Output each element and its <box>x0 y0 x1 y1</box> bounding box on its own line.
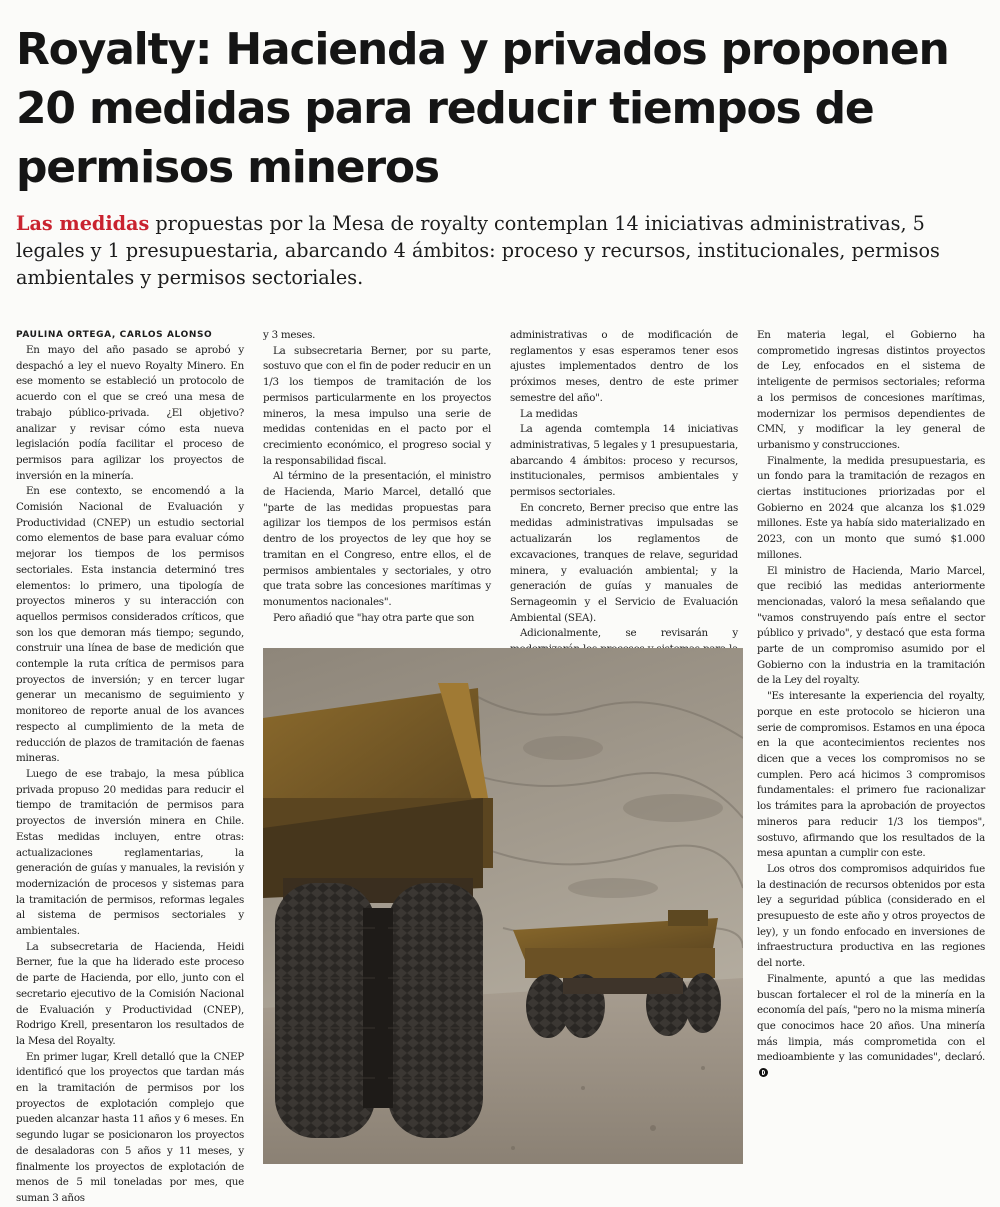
paragraph: El ministro de Hacienda, Mario Marcel, que recibió las medidas anteriormente mencionadas, valoró la mesa señalando que "vamos construyendo país entre el sector público y privado", y destacó que esta forma parte de un compromiso asumido por el Gobierno con la industria en la tramitación de la Ley del royalty. <box>757 564 985 687</box>
mining-haul-trucks-photo <box>263 648 743 1164</box>
end-of-article-icon <box>759 1068 768 1077</box>
paragraph: "Es interesante la experiencia del royalty, porque en este protocolo se hicieron una serie de compromisos. Estamos en una época en la que acontecimientos recientes nos dicen que a veces los compromisos no se cumplen. Pero acá hicimos 3 compromisos fundamentales: el primero fue racionalizar los trámites para la aprobación de proyectos mineros para reducir 1/3 los tiempos", sostuvo, afirmando que los resultados de la mesa apuntan a cumplir con este. <box>757 690 985 860</box>
article-column-2 <box>263 328 491 626</box>
headline: Royalty: Hacienda y privados proponen 20 medidas para reducir tiempos de permisos mineros <box>16 24 949 193</box>
paragraph: Finalmente, la medida presupuestaria, es un fondo para la tramitación de rezagos en ciertas instituciones priorizadas por el Gobierno en 2024 que alcanza los $1.029 millones. Este ya había sido materializado en 2023, con un monto que sumó $1.000 millones. <box>757 454 985 561</box>
paragraph: En concreto, Berner preciso que entre las medidas administrativas impulsadas se actualizarán los reglamentos de excavaciones, tranques de relave, seguridad minera, y evaluación ambiental; y la generación de guías y manuales de Sernageomin y el Servicio de Evaluación Ambiental (SEA). <box>510 501 738 624</box>
paragraph: La subsecretaria de Hacienda, Heidi Berner, fue la que ha liderado este proceso de parte de Hacienda, por ello, junto con el secretario ejecutivo de la Comisión Nacional de Evaluación y Productividad (CNEP), Rodrigo Krell, presentaron los resultados de la Mesa del Royalty. <box>16 940 244 1047</box>
closing-paragraph-text: Finalmente, apuntó a que las medidas buscan fortalecer el rol de la minería en la economía del país, "pero no la misma minería que conocimos hace 20 años. Una minería más limpia, más comprometida con el medioambiente y las comunidades", declaró. <box>757 972 985 1064</box>
article-column-1 <box>16 328 244 1207</box>
paragraph: En primer lugar, Krell detalló que la CNEP identificó que los proyectos que tardan más en la tramitación de permisos por los proyectos de explotación complejo que pueden alcanzar hasta 11 años y 6 meses. En segundo lugar se posicionaron los proyectos de desaladoras con 5 años y 11 meses, y finalmente los proyectos de explotación de menos de 5 mil toneladas por mes, que suman 3 años <box>16 1050 244 1204</box>
lead-text: propuestas por la Mesa de royalty contemplan 14 iniciativas administrativas, 5 legales y 1 presupuestaria, abarcando 4 ámbitos: proceso y recursos, institucionales, permisos ambientales y permisos sectoriales. <box>16 212 940 289</box>
byline: PAULINA ORTEGA, CARLOS ALONSO <box>16 330 213 340</box>
subheading: La medidas <box>520 407 578 420</box>
lead-paragraph <box>16 210 986 291</box>
lead-highlight: Las medidas <box>16 212 150 235</box>
paragraph: Luego de ese trabajo, la mesa pública privada propuso 20 medidas para reducir el tiempo de tramitación de permisos para proyectos de inversión minera en Chile. Estas medidas incluyen, entre otras: actualizaciones reglamentarias, la generación de guías y manuales, la revisión y modernización de procesos y sistemas para la tramitación de permisos, reformas legales al sistema de permisos sectoriales y ambientales. <box>16 767 244 938</box>
paragraph: Pero añadió que "hay otra parte que son <box>273 611 475 624</box>
article-column-4 <box>757 328 985 1082</box>
paragraph: La agenda comtempla 14 iniciativas administrativas, 5 legales y 1 presupuestaria, abarcando 4 ámbitos: proceso y recursos, institucionales, permisos ambientales y permisos sectoriales. <box>510 423 738 499</box>
paragraph: Adicionalmente, se revisarán y <box>520 627 738 640</box>
paragraph: En mayo del año pasado se aprobó y despachó a ley el nuevo Royalty Minero. En ese momento se estableció un protocolo de acuerdo con el que se creó una mesa de trabajo público-privada. ¿El objetivo? analizar y revisar cómo esta nueva legislación podía facilitar el proceso de permisos para agilizar los proyectos de inversión en la minería. <box>16 344 244 482</box>
paragraph: Al término de la presentación, el ministro de Hacienda, Mario Marcel, detalló que "parte de las medidas propuestas para agilizar los tiempos de los permisos están dentro de los proyectos de ley que hoy se tramitan en el Congreso, entre ellos, el de permisos ambientales y sectoriales, y otro que trata sobre las concesiones marítimas y monumentos nacionales". <box>263 470 491 608</box>
paragraph <box>757 972 985 1082</box>
paragraph: En ese contexto, se encomendó a la Comisión Nacional de Evaluación y Productividad (CNEP) un estudio sectorial como elementos de base para evaluar cómo mejorar los tiempos de los permisos sectoriales. Esta instancia determinó tres elementos: lo primero, una tipología de proyectos mineros y su interacción con aquellos permisos considerados críticos, que son los que demoran más tiempo; segundo, construir una línea de base de medición que contemple la ruta crítica de permisos para proyectos de inversión; y en tercer lugar generar un mecanismo de seguimiento y monitoreo de reporte anual de los avances respecto al cumplimiento de la meta de reducción de plazos de tramitación de faenas mineras. <box>16 485 244 765</box>
paragraph: administrativas o de modificación de reglamentos y esas esperamos tener esos ajustes implementados dentro de los próximos meses, dentro de este primer semestre del año". <box>510 329 738 404</box>
paragraph: y 3 meses. <box>263 329 316 341</box>
paragraph: La subsecretaria Berner, por su parte, sostuvo que con el fin de poder reducir en un 1/3 los tiempos de tramitación de los permisos particularmente en los proyectos mineros, la mesa impulso una serie de medidas contenidas en el pacto por el crecimiento económico, el progreso social y la responsabilidad fiscal. <box>263 344 491 467</box>
paragraph: En materia legal, el Gobierno ha comprometido ingresas distintos proyectos de Ley, enfocados en el sistema de inteligente de permisos sectoriales; reforma a los permisos de concesiones marítimas, modernizar los permisos dependientes de CMN, y modificar la ley general de urbanismo y construcciones. <box>757 329 985 451</box>
paragraph: Los otros dos compromisos adquiridos fue la destinación de recursos obtenidos por esta ley a seguridad pública (considerado en el presupuesto de este año y otros proyectos de ley), y un fondo enfocado en inversiones de infraestructura productiva en las regiones del norte. <box>757 862 985 970</box>
